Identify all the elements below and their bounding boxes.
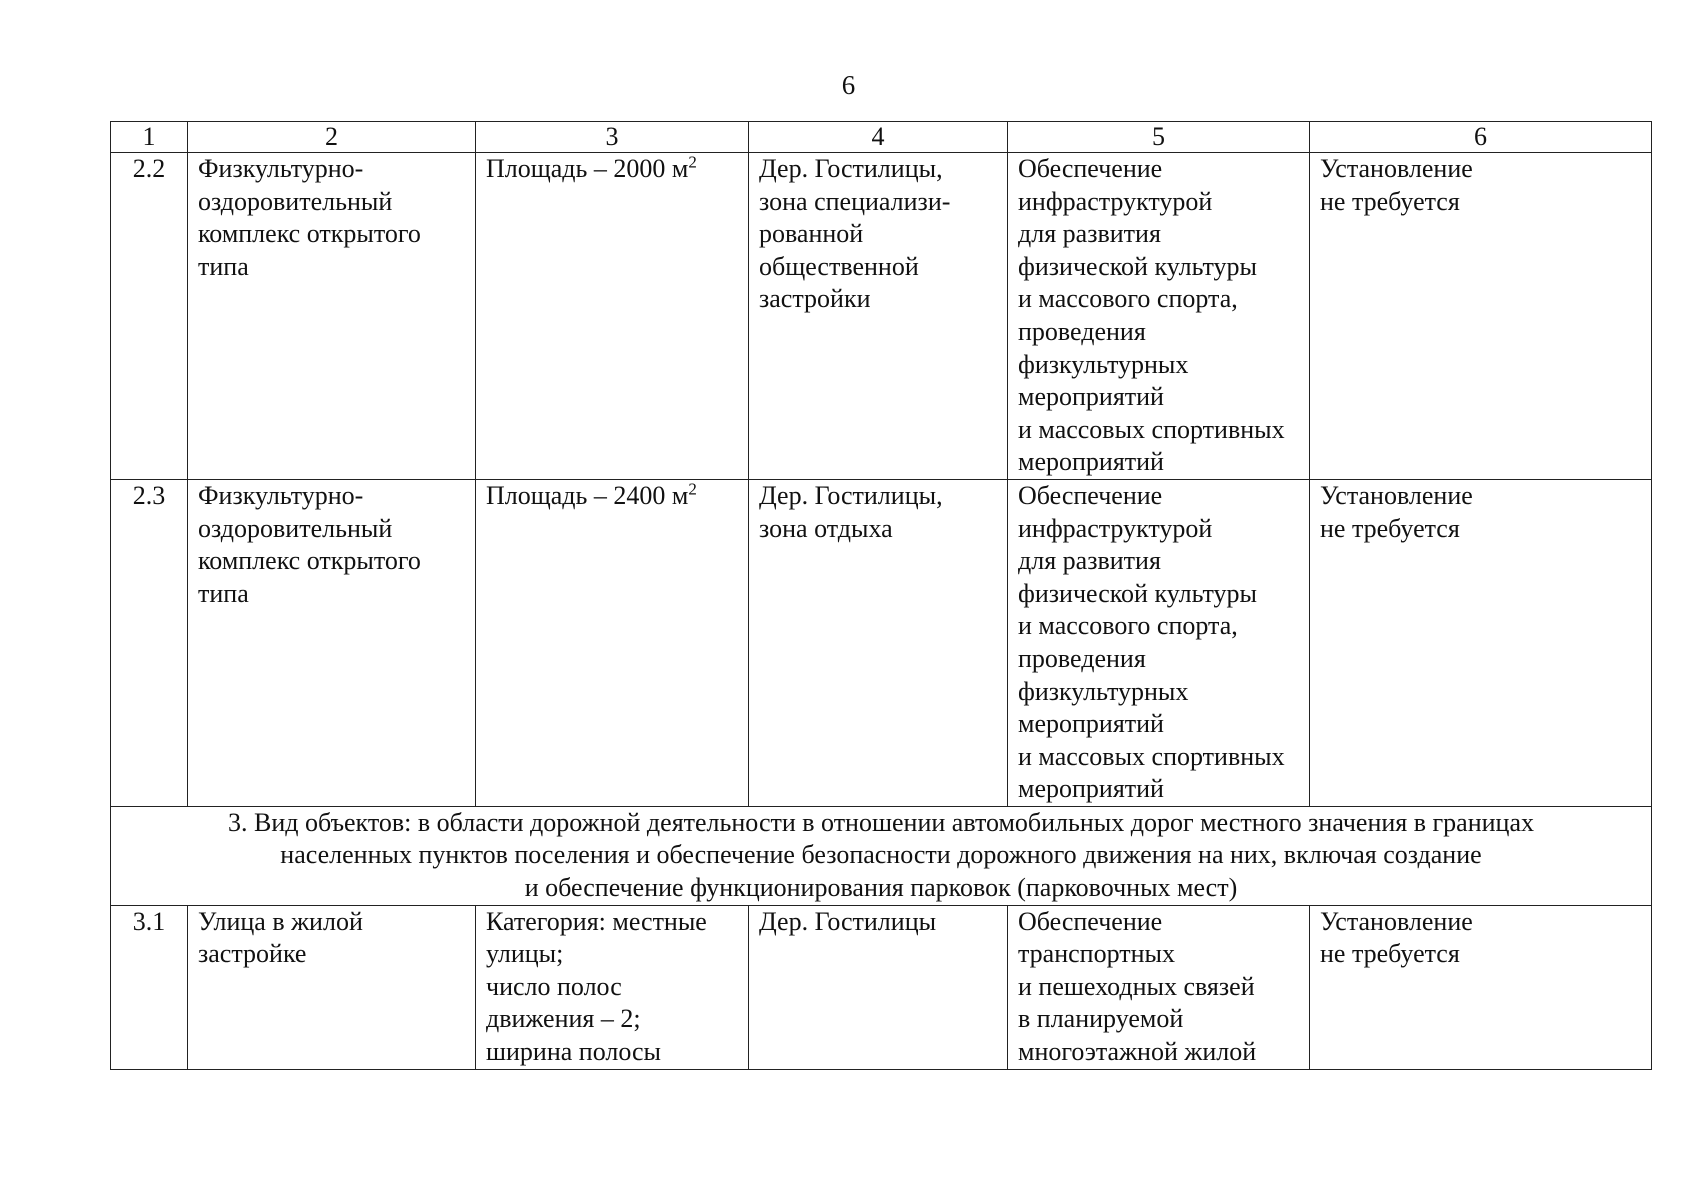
object-location: Дер. Гостилицы, зона специализи- рованной общественной застройки — [749, 153, 1008, 480]
object-purpose: Обеспечение инфраструктурой для развития физической культуры и массового спорта, проведения физкультурных мероприятий и массовых спортивных мероприятий — [1008, 153, 1310, 480]
table-row — [111, 905, 1652, 1069]
section-heading: 3. Вид объектов: в области дорожной деятельности в отношении автомобильных дорог местного значения в границах населенных пунктов поселения и обеспечение безопасности дорожного движения на них, включая создание и обеспечение функционирования парковок (парковочных мест) — [111, 806, 1652, 905]
object-name: Физкультурно- оздоровительный комплекс открытого типа — [188, 479, 476, 806]
object-name: Улица в жилой застройке — [188, 905, 476, 1069]
column-header: 1 — [111, 122, 188, 153]
row-number: 3.1 — [111, 905, 188, 1069]
column-header: 5 — [1008, 122, 1310, 153]
table-row — [111, 479, 1652, 806]
parameter-text: Площадь – 2000 м — [486, 154, 689, 183]
column-header: 4 — [749, 122, 1008, 153]
object-location: Дер. Гостилицы — [749, 905, 1008, 1069]
unit-superscript: 2 — [688, 479, 697, 499]
zone-characteristics: Установление не требуется — [1310, 153, 1652, 480]
parameter-text: Площадь – 2400 м — [486, 480, 689, 510]
row-number: 2.3 — [111, 479, 188, 806]
object-location: Дер. Гостилицы, зона отдыха — [749, 479, 1008, 806]
planning-table — [110, 121, 1652, 1070]
object-parameters: Категория: местные улицы; число полос движения – 2; ширина полосы — [476, 905, 749, 1069]
table-header-row — [111, 122, 1652, 153]
zone-characteristics: Установление не требуется — [1310, 479, 1652, 806]
object-purpose: Обеспечение инфраструктурой для развития физической культуры и массового спорта, проведения физкультурных мероприятий и массовых спортивных мероприятий — [1008, 479, 1310, 806]
object-purpose: Обеспечение транспортных и пешеходных связей в планируемой многоэтажной жилой — [1008, 905, 1310, 1069]
row-number: 2.2 — [111, 153, 188, 480]
column-header: 2 — [188, 122, 476, 153]
column-header: 6 — [1310, 122, 1652, 153]
column-header: 3 — [476, 122, 749, 153]
unit-superscript: 2 — [688, 152, 697, 172]
object-parameters — [476, 479, 749, 806]
page-number: 6 — [841, 70, 856, 100]
object-parameters — [476, 153, 749, 480]
zone-characteristics: Установление не требуется — [1310, 905, 1652, 1069]
section-heading-row — [111, 806, 1652, 905]
table-row — [111, 153, 1652, 480]
object-name: Физкультурно- оздоровительный комплекс открытого типа — [188, 153, 476, 480]
